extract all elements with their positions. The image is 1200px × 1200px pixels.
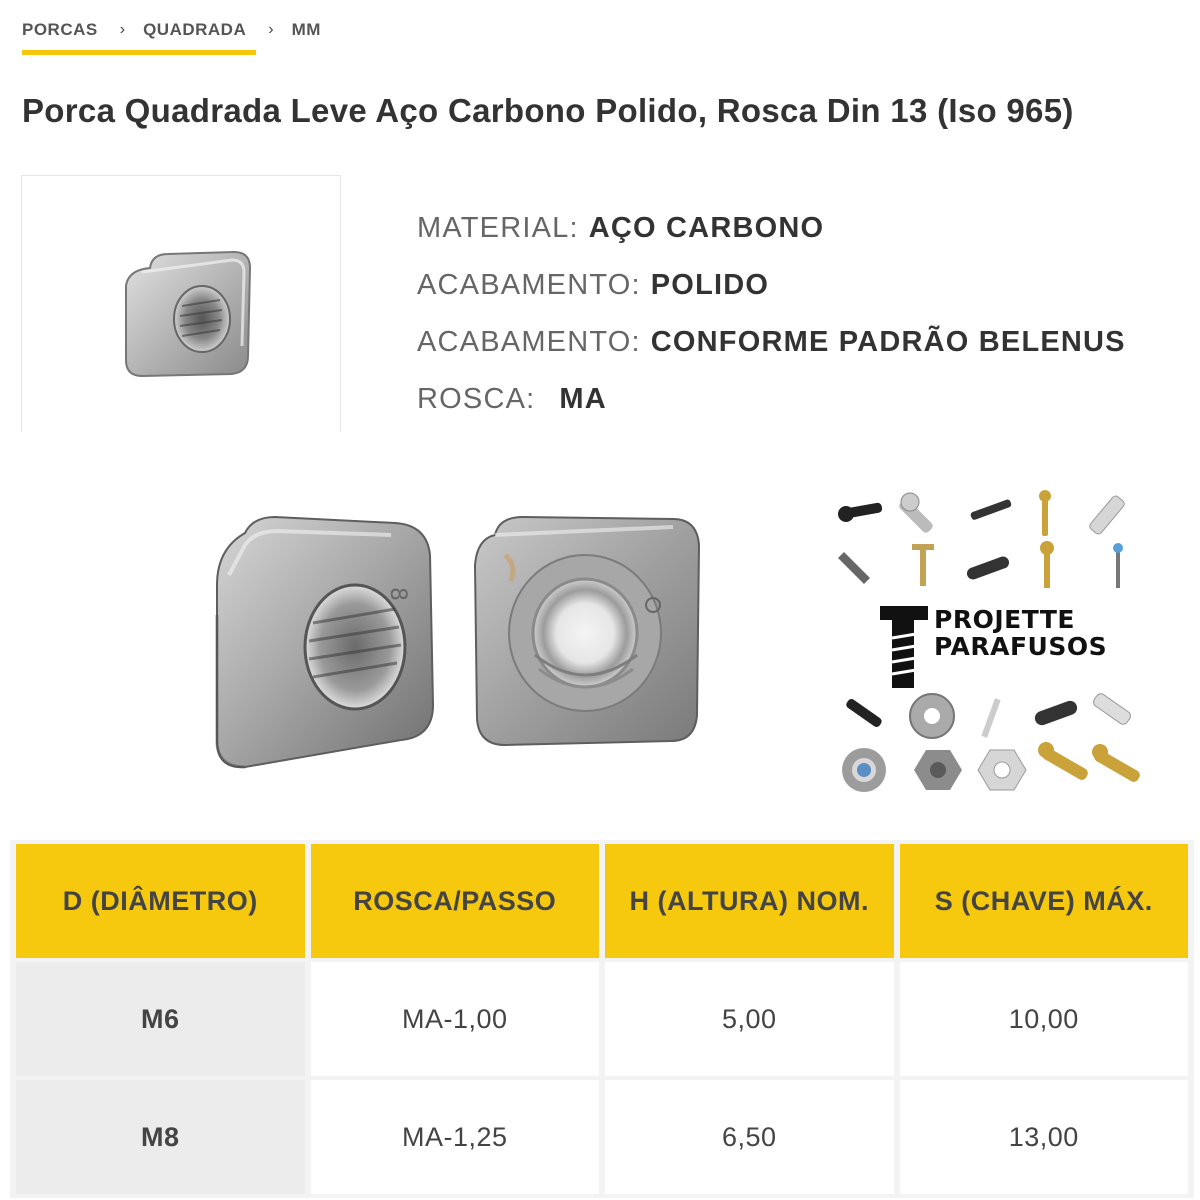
brand-line-1: PROJETTE (934, 605, 1075, 634)
table-cell: MA-1,00 (311, 962, 600, 1076)
breadcrumb-underline (22, 50, 256, 55)
square-nuts-image (205, 505, 715, 780)
spec-key: ACABAMENTO: (417, 269, 641, 301)
spec-value: CONFORME PADRÃO BELENUS (650, 326, 1126, 358)
table-row (16, 962, 1188, 1076)
spec-value: MA (559, 383, 607, 415)
square-nut-image (22, 176, 340, 432)
header-diametro: D (DIÂMETRO) (16, 844, 305, 958)
table-cell: 13,00 (900, 1080, 1189, 1194)
spec-key: ROSCA: (417, 383, 536, 415)
table-header-row (16, 844, 1188, 958)
table-cell: 5,00 (605, 962, 894, 1076)
spec-key: ACABAMENTO: (417, 326, 641, 358)
breadcrumb-item-mm: MM (291, 20, 321, 39)
spec-acabamento-padrao (417, 314, 1126, 371)
table-row (16, 1080, 1188, 1194)
spec-material (417, 200, 1126, 257)
dimensions-table (10, 840, 1194, 1198)
table-cell: 6,50 (605, 1080, 894, 1194)
header-rosca-passo: ROSCA/PASSO (311, 844, 600, 958)
chevron-right-icon: › (268, 21, 274, 38)
product-photo (205, 505, 715, 780)
brand-logo (830, 488, 1150, 808)
breadcrumb-item-porcas[interactable]: PORCAS (22, 20, 98, 39)
chevron-right-icon: › (119, 21, 126, 38)
spec-key: MATERIAL: (417, 212, 579, 244)
svg-text:8: 8 (385, 587, 410, 601)
brand-line-2: PARAFUSOS (934, 632, 1108, 661)
header-chave: S (CHAVE) MÁX. (900, 844, 1189, 958)
product-specs (417, 200, 1126, 428)
table-cell: M8 (16, 1080, 305, 1194)
product-thumbnail[interactable] (21, 175, 341, 432)
spec-value: AÇO CARBONO (588, 212, 825, 244)
breadcrumb-item-quadrada[interactable]: QUADRADA (143, 20, 247, 39)
page-title: Porca Quadrada Leve Aço Carbono Polido, Rosca Din 13 (Iso 965) (22, 92, 1074, 129)
breadcrumb (22, 20, 321, 40)
spec-acabamento (417, 257, 1126, 314)
table-cell: 10,00 (900, 962, 1189, 1076)
table-cell: MA-1,25 (311, 1080, 600, 1194)
spec-rosca (417, 371, 1126, 428)
spec-value: POLIDO (650, 269, 770, 301)
header-altura: H (ALTURA) NOM. (605, 844, 894, 958)
brand-name (934, 606, 1107, 660)
table-cell: M6 (16, 962, 305, 1076)
